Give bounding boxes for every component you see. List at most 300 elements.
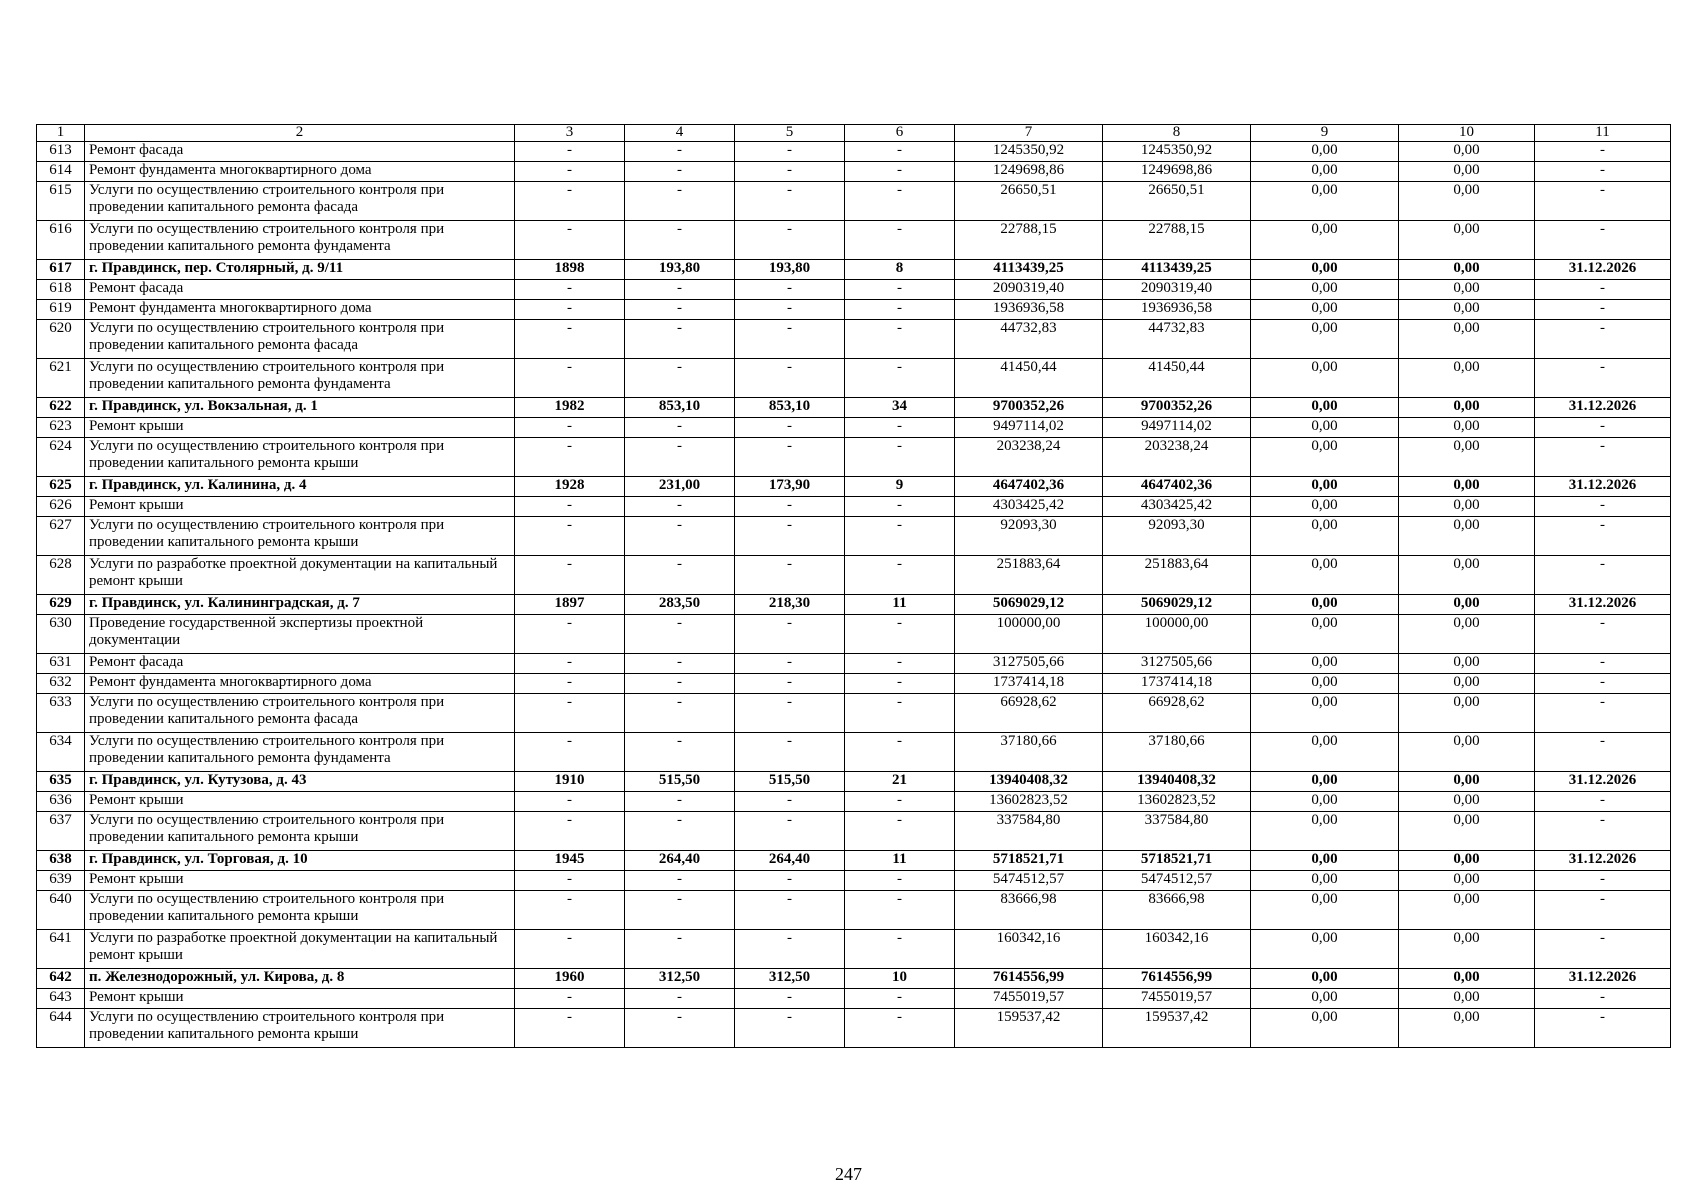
local-cost: 0,00: [1399, 871, 1535, 891]
residents: -: [845, 989, 955, 1009]
living-area: -: [735, 930, 845, 969]
completion-date: -: [1535, 654, 1671, 674]
living-area: -: [735, 871, 845, 891]
total-cost: 159537,42: [955, 1009, 1103, 1048]
local-cost: 0,00: [1399, 221, 1535, 260]
total-area: 283,50: [625, 595, 735, 615]
row-description: г. Правдинск, ул. Калинина, д. 4: [85, 477, 515, 497]
total-cost: 2090319,40: [955, 280, 1103, 300]
local-cost: 0,00: [1399, 398, 1535, 418]
completion-date: -: [1535, 1009, 1671, 1048]
row-description: Ремонт крыши: [85, 418, 515, 438]
regional-cost: 0,00: [1251, 182, 1399, 221]
fund-cost: 337584,80: [1103, 812, 1251, 851]
residents: 9: [845, 477, 955, 497]
row-number: 628: [37, 556, 85, 595]
row-description: Услуги по осуществлению строительного контроля при проведении капитального ремонта фундамента: [85, 359, 515, 398]
address-row: [37, 772, 1671, 792]
address-row: [37, 969, 1671, 989]
work-item-row: [37, 556, 1671, 595]
row-number: 626: [37, 497, 85, 517]
total-area: -: [625, 615, 735, 654]
year-built: -: [515, 812, 625, 851]
regional-cost: 0,00: [1251, 260, 1399, 280]
completion-date: -: [1535, 320, 1671, 359]
fund-cost: 83666,98: [1103, 891, 1251, 930]
completion-date: -: [1535, 556, 1671, 595]
row-number: 641: [37, 930, 85, 969]
row-number: 635: [37, 772, 85, 792]
living-area: -: [735, 300, 845, 320]
total-area: -: [625, 221, 735, 260]
residents: -: [845, 359, 955, 398]
local-cost: 0,00: [1399, 260, 1535, 280]
residents: 21: [845, 772, 955, 792]
total-cost: 4303425,42: [955, 497, 1103, 517]
address-row: [37, 398, 1671, 418]
work-item-row: [37, 930, 1671, 969]
residents: -: [845, 871, 955, 891]
col-header-5: 5: [735, 125, 845, 142]
total-area: -: [625, 162, 735, 182]
fund-cost: 9497114,02: [1103, 418, 1251, 438]
regional-cost: 0,00: [1251, 772, 1399, 792]
header-row: [37, 125, 1671, 142]
completion-date: -: [1535, 812, 1671, 851]
completion-date: -: [1535, 871, 1671, 891]
total-cost: 4647402,36: [955, 477, 1103, 497]
fund-cost: 37180,66: [1103, 733, 1251, 772]
residents: -: [845, 891, 955, 930]
work-item-row: [37, 674, 1671, 694]
row-description: Ремонт крыши: [85, 989, 515, 1009]
fund-cost: 1737414,18: [1103, 674, 1251, 694]
living-area: -: [735, 438, 845, 477]
completion-date: -: [1535, 674, 1671, 694]
row-number: 621: [37, 359, 85, 398]
work-item-row: [37, 517, 1671, 556]
regional-cost: 0,00: [1251, 280, 1399, 300]
total-area: -: [625, 517, 735, 556]
work-item-row: [37, 359, 1671, 398]
total-area: -: [625, 989, 735, 1009]
regional-cost: 0,00: [1251, 320, 1399, 359]
residents: -: [845, 792, 955, 812]
year-built: 1945: [515, 851, 625, 871]
total-cost: 251883,64: [955, 556, 1103, 595]
work-item-row: [37, 320, 1671, 359]
local-cost: 0,00: [1399, 438, 1535, 477]
row-description: г. Правдинск, ул. Торговая, д. 10: [85, 851, 515, 871]
residents: -: [845, 142, 955, 162]
year-built: -: [515, 674, 625, 694]
year-built: -: [515, 162, 625, 182]
work-item-row: [37, 497, 1671, 517]
work-item-row: [37, 891, 1671, 930]
total-area: -: [625, 891, 735, 930]
row-description: Услуги по осуществлению строительного контроля при проведении капитального ремонта крыши: [85, 1009, 515, 1048]
year-built: -: [515, 142, 625, 162]
residents: -: [845, 497, 955, 517]
residents: -: [845, 280, 955, 300]
local-cost: 0,00: [1399, 280, 1535, 300]
row-description: Услуги по осуществлению строительного контроля при проведении капитального ремонта фасада: [85, 182, 515, 221]
total-area: -: [625, 556, 735, 595]
living-area: 853,10: [735, 398, 845, 418]
work-item-row: [37, 418, 1671, 438]
regional-cost: 0,00: [1251, 595, 1399, 615]
year-built: -: [515, 300, 625, 320]
fund-cost: 66928,62: [1103, 694, 1251, 733]
year-built: 1897: [515, 595, 625, 615]
total-area: 231,00: [625, 477, 735, 497]
total-area: 853,10: [625, 398, 735, 418]
completion-date: -: [1535, 497, 1671, 517]
regional-cost: 0,00: [1251, 871, 1399, 891]
residents: -: [845, 162, 955, 182]
year-built: -: [515, 359, 625, 398]
completion-date: 31.12.2026: [1535, 398, 1671, 418]
fund-cost: 251883,64: [1103, 556, 1251, 595]
col-header-11: 11: [1535, 125, 1671, 142]
living-area: -: [735, 792, 845, 812]
completion-date: 31.12.2026: [1535, 969, 1671, 989]
total-cost: 92093,30: [955, 517, 1103, 556]
living-area: 193,80: [735, 260, 845, 280]
total-area: -: [625, 142, 735, 162]
total-area: -: [625, 280, 735, 300]
work-item-row: [37, 989, 1671, 1009]
living-area: 264,40: [735, 851, 845, 871]
fund-cost: 5069029,12: [1103, 595, 1251, 615]
year-built: -: [515, 1009, 625, 1048]
local-cost: 0,00: [1399, 772, 1535, 792]
year-built: 1910: [515, 772, 625, 792]
local-cost: 0,00: [1399, 674, 1535, 694]
regional-cost: 0,00: [1251, 517, 1399, 556]
row-number: 618: [37, 280, 85, 300]
row-number: 627: [37, 517, 85, 556]
completion-date: 31.12.2026: [1535, 477, 1671, 497]
living-area: -: [735, 615, 845, 654]
residents: 11: [845, 595, 955, 615]
total-cost: 5718521,71: [955, 851, 1103, 871]
regional-cost: 0,00: [1251, 989, 1399, 1009]
row-description: Ремонт фасада: [85, 280, 515, 300]
completion-date: 31.12.2026: [1535, 595, 1671, 615]
repair-program-table: [36, 124, 1671, 1048]
total-area: -: [625, 654, 735, 674]
completion-date: -: [1535, 517, 1671, 556]
completion-date: -: [1535, 438, 1671, 477]
total-cost: 22788,15: [955, 221, 1103, 260]
regional-cost: 0,00: [1251, 930, 1399, 969]
residents: -: [845, 320, 955, 359]
regional-cost: 0,00: [1251, 418, 1399, 438]
row-number: 622: [37, 398, 85, 418]
residents: -: [845, 517, 955, 556]
col-header-3: 3: [515, 125, 625, 142]
address-row: [37, 260, 1671, 280]
regional-cost: 0,00: [1251, 162, 1399, 182]
regional-cost: 0,00: [1251, 812, 1399, 851]
regional-cost: 0,00: [1251, 300, 1399, 320]
row-number: 617: [37, 260, 85, 280]
living-area: -: [735, 517, 845, 556]
residents: -: [845, 300, 955, 320]
total-cost: 337584,80: [955, 812, 1103, 851]
total-area: 193,80: [625, 260, 735, 280]
row-number: 643: [37, 989, 85, 1009]
row-number: 640: [37, 891, 85, 930]
row-number: 629: [37, 595, 85, 615]
fund-cost: 13940408,32: [1103, 772, 1251, 792]
year-built: -: [515, 654, 625, 674]
local-cost: 0,00: [1399, 320, 1535, 359]
total-cost: 5069029,12: [955, 595, 1103, 615]
col-header-9: 9: [1251, 125, 1399, 142]
row-description: Услуги по разработке проектной документации на капитальный ремонт крыши: [85, 930, 515, 969]
living-area: -: [735, 162, 845, 182]
row-number: 642: [37, 969, 85, 989]
living-area: 312,50: [735, 969, 845, 989]
year-built: -: [515, 320, 625, 359]
work-item-row: [37, 1009, 1671, 1048]
residents: -: [845, 418, 955, 438]
row-number: 637: [37, 812, 85, 851]
col-header-8: 8: [1103, 125, 1251, 142]
row-description: Услуги по разработке проектной документации на капитальный ремонт крыши: [85, 556, 515, 595]
completion-date: -: [1535, 162, 1671, 182]
total-area: -: [625, 497, 735, 517]
local-cost: 0,00: [1399, 359, 1535, 398]
row-number: 638: [37, 851, 85, 871]
page-number: 247: [835, 1164, 862, 1184]
total-area: 264,40: [625, 851, 735, 871]
local-cost: 0,00: [1399, 142, 1535, 162]
regional-cost: 0,00: [1251, 674, 1399, 694]
local-cost: 0,00: [1399, 182, 1535, 221]
year-built: -: [515, 930, 625, 969]
local-cost: 0,00: [1399, 694, 1535, 733]
total-cost: 1245350,92: [955, 142, 1103, 162]
regional-cost: 0,00: [1251, 891, 1399, 930]
row-description: г. Правдинск, ул. Кутузова, д. 43: [85, 772, 515, 792]
fund-cost: 26650,51: [1103, 182, 1251, 221]
living-area: -: [735, 694, 845, 733]
completion-date: -: [1535, 142, 1671, 162]
work-item-row: [37, 792, 1671, 812]
year-built: -: [515, 438, 625, 477]
completion-date: -: [1535, 418, 1671, 438]
regional-cost: 0,00: [1251, 497, 1399, 517]
year-built: -: [515, 733, 625, 772]
fund-cost: 4113439,25: [1103, 260, 1251, 280]
regional-cost: 0,00: [1251, 359, 1399, 398]
living-area: -: [735, 497, 845, 517]
total-cost: 100000,00: [955, 615, 1103, 654]
year-built: -: [515, 891, 625, 930]
total-cost: 9700352,26: [955, 398, 1103, 418]
total-area: 312,50: [625, 969, 735, 989]
total-cost: 83666,98: [955, 891, 1103, 930]
year-built: -: [515, 556, 625, 595]
living-area: 218,30: [735, 595, 845, 615]
local-cost: 0,00: [1399, 1009, 1535, 1048]
year-built: 1982: [515, 398, 625, 418]
fund-cost: 100000,00: [1103, 615, 1251, 654]
total-cost: 4113439,25: [955, 260, 1103, 280]
col-header-10: 10: [1399, 125, 1535, 142]
living-area: -: [735, 320, 845, 359]
row-description: Услуги по осуществлению строительного контроля при проведении капитального ремонта крыши: [85, 891, 515, 930]
row-description: Ремонт фасада: [85, 142, 515, 162]
fund-cost: 44732,83: [1103, 320, 1251, 359]
regional-cost: 0,00: [1251, 792, 1399, 812]
row-description: Услуги по осуществлению строительного контроля при проведении капитального ремонта фундамента: [85, 733, 515, 772]
work-item-row: [37, 654, 1671, 674]
row-description: Ремонт фундамента многоквартирного дома: [85, 300, 515, 320]
living-area: -: [735, 812, 845, 851]
fund-cost: 2090319,40: [1103, 280, 1251, 300]
living-area: -: [735, 1009, 845, 1048]
fund-cost: 9700352,26: [1103, 398, 1251, 418]
year-built: -: [515, 694, 625, 733]
total-area: -: [625, 300, 735, 320]
work-item-row: [37, 221, 1671, 260]
residents: -: [845, 812, 955, 851]
local-cost: 0,00: [1399, 595, 1535, 615]
living-area: -: [735, 989, 845, 1009]
year-built: 1960: [515, 969, 625, 989]
fund-cost: 3127505,66: [1103, 654, 1251, 674]
regional-cost: 0,00: [1251, 1009, 1399, 1048]
fund-cost: 7614556,99: [1103, 969, 1251, 989]
residents: 8: [845, 260, 955, 280]
living-area: -: [735, 359, 845, 398]
fund-cost: 22788,15: [1103, 221, 1251, 260]
year-built: -: [515, 871, 625, 891]
local-cost: 0,00: [1399, 162, 1535, 182]
fund-cost: 5718521,71: [1103, 851, 1251, 871]
regional-cost: 0,00: [1251, 556, 1399, 595]
completion-date: -: [1535, 733, 1671, 772]
year-built: 1898: [515, 260, 625, 280]
work-item-row: [37, 438, 1671, 477]
fund-cost: 7455019,57: [1103, 989, 1251, 1009]
residents: -: [845, 221, 955, 260]
total-area: -: [625, 1009, 735, 1048]
residents: -: [845, 674, 955, 694]
local-cost: 0,00: [1399, 851, 1535, 871]
fund-cost: 13602823,52: [1103, 792, 1251, 812]
row-number: 639: [37, 871, 85, 891]
living-area: -: [735, 556, 845, 595]
work-item-row: [37, 694, 1671, 733]
fund-cost: 92093,30: [1103, 517, 1251, 556]
row-description: Ремонт крыши: [85, 871, 515, 891]
total-area: -: [625, 694, 735, 733]
local-cost: 0,00: [1399, 497, 1535, 517]
fund-cost: 159537,42: [1103, 1009, 1251, 1048]
completion-date: -: [1535, 221, 1671, 260]
total-area: -: [625, 438, 735, 477]
row-description: п. Железнодорожный, ул. Кирова, д. 8: [85, 969, 515, 989]
residents: -: [845, 438, 955, 477]
address-row: [37, 851, 1671, 871]
row-description: Ремонт фундамента многоквартирного дома: [85, 162, 515, 182]
regional-cost: 0,00: [1251, 477, 1399, 497]
row-number: 644: [37, 1009, 85, 1048]
total-area: -: [625, 930, 735, 969]
col-header-1: 1: [37, 125, 85, 142]
row-number: 634: [37, 733, 85, 772]
regional-cost: 0,00: [1251, 142, 1399, 162]
row-number: 619: [37, 300, 85, 320]
regional-cost: 0,00: [1251, 398, 1399, 418]
total-cost: 66928,62: [955, 694, 1103, 733]
regional-cost: 0,00: [1251, 694, 1399, 733]
row-description: Проведение государственной экспертизы проектной документации: [85, 615, 515, 654]
living-area: -: [735, 280, 845, 300]
completion-date: -: [1535, 280, 1671, 300]
total-cost: 1737414,18: [955, 674, 1103, 694]
residents: 34: [845, 398, 955, 418]
regional-cost: 0,00: [1251, 733, 1399, 772]
row-description: г. Правдинск, пер. Столярный, д. 9/11: [85, 260, 515, 280]
total-cost: 44732,83: [955, 320, 1103, 359]
local-cost: 0,00: [1399, 989, 1535, 1009]
total-cost: 13940408,32: [955, 772, 1103, 792]
regional-cost: 0,00: [1251, 221, 1399, 260]
fund-cost: 41450,44: [1103, 359, 1251, 398]
local-cost: 0,00: [1399, 556, 1535, 595]
row-number: 616: [37, 221, 85, 260]
year-built: -: [515, 221, 625, 260]
regional-cost: 0,00: [1251, 969, 1399, 989]
total-area: -: [625, 320, 735, 359]
year-built: -: [515, 517, 625, 556]
year-built: -: [515, 792, 625, 812]
living-area: -: [735, 654, 845, 674]
living-area: 173,90: [735, 477, 845, 497]
local-cost: 0,00: [1399, 517, 1535, 556]
fund-cost: 4303425,42: [1103, 497, 1251, 517]
total-area: -: [625, 182, 735, 221]
living-area: -: [735, 891, 845, 930]
fund-cost: 160342,16: [1103, 930, 1251, 969]
total-cost: 5474512,57: [955, 871, 1103, 891]
work-item-row: [37, 812, 1671, 851]
local-cost: 0,00: [1399, 969, 1535, 989]
row-number: 613: [37, 142, 85, 162]
regional-cost: 0,00: [1251, 615, 1399, 654]
residents: -: [845, 694, 955, 733]
regional-cost: 0,00: [1251, 654, 1399, 674]
living-area: -: [735, 221, 845, 260]
fund-cost: 1249698,86: [1103, 162, 1251, 182]
row-number: 632: [37, 674, 85, 694]
local-cost: 0,00: [1399, 733, 1535, 772]
total-cost: 1249698,86: [955, 162, 1103, 182]
fund-cost: 1245350,92: [1103, 142, 1251, 162]
total-cost: 1936936,58: [955, 300, 1103, 320]
living-area: -: [735, 182, 845, 221]
total-area: -: [625, 674, 735, 694]
completion-date: -: [1535, 300, 1671, 320]
row-description: Ремонт крыши: [85, 497, 515, 517]
completion-date: -: [1535, 359, 1671, 398]
